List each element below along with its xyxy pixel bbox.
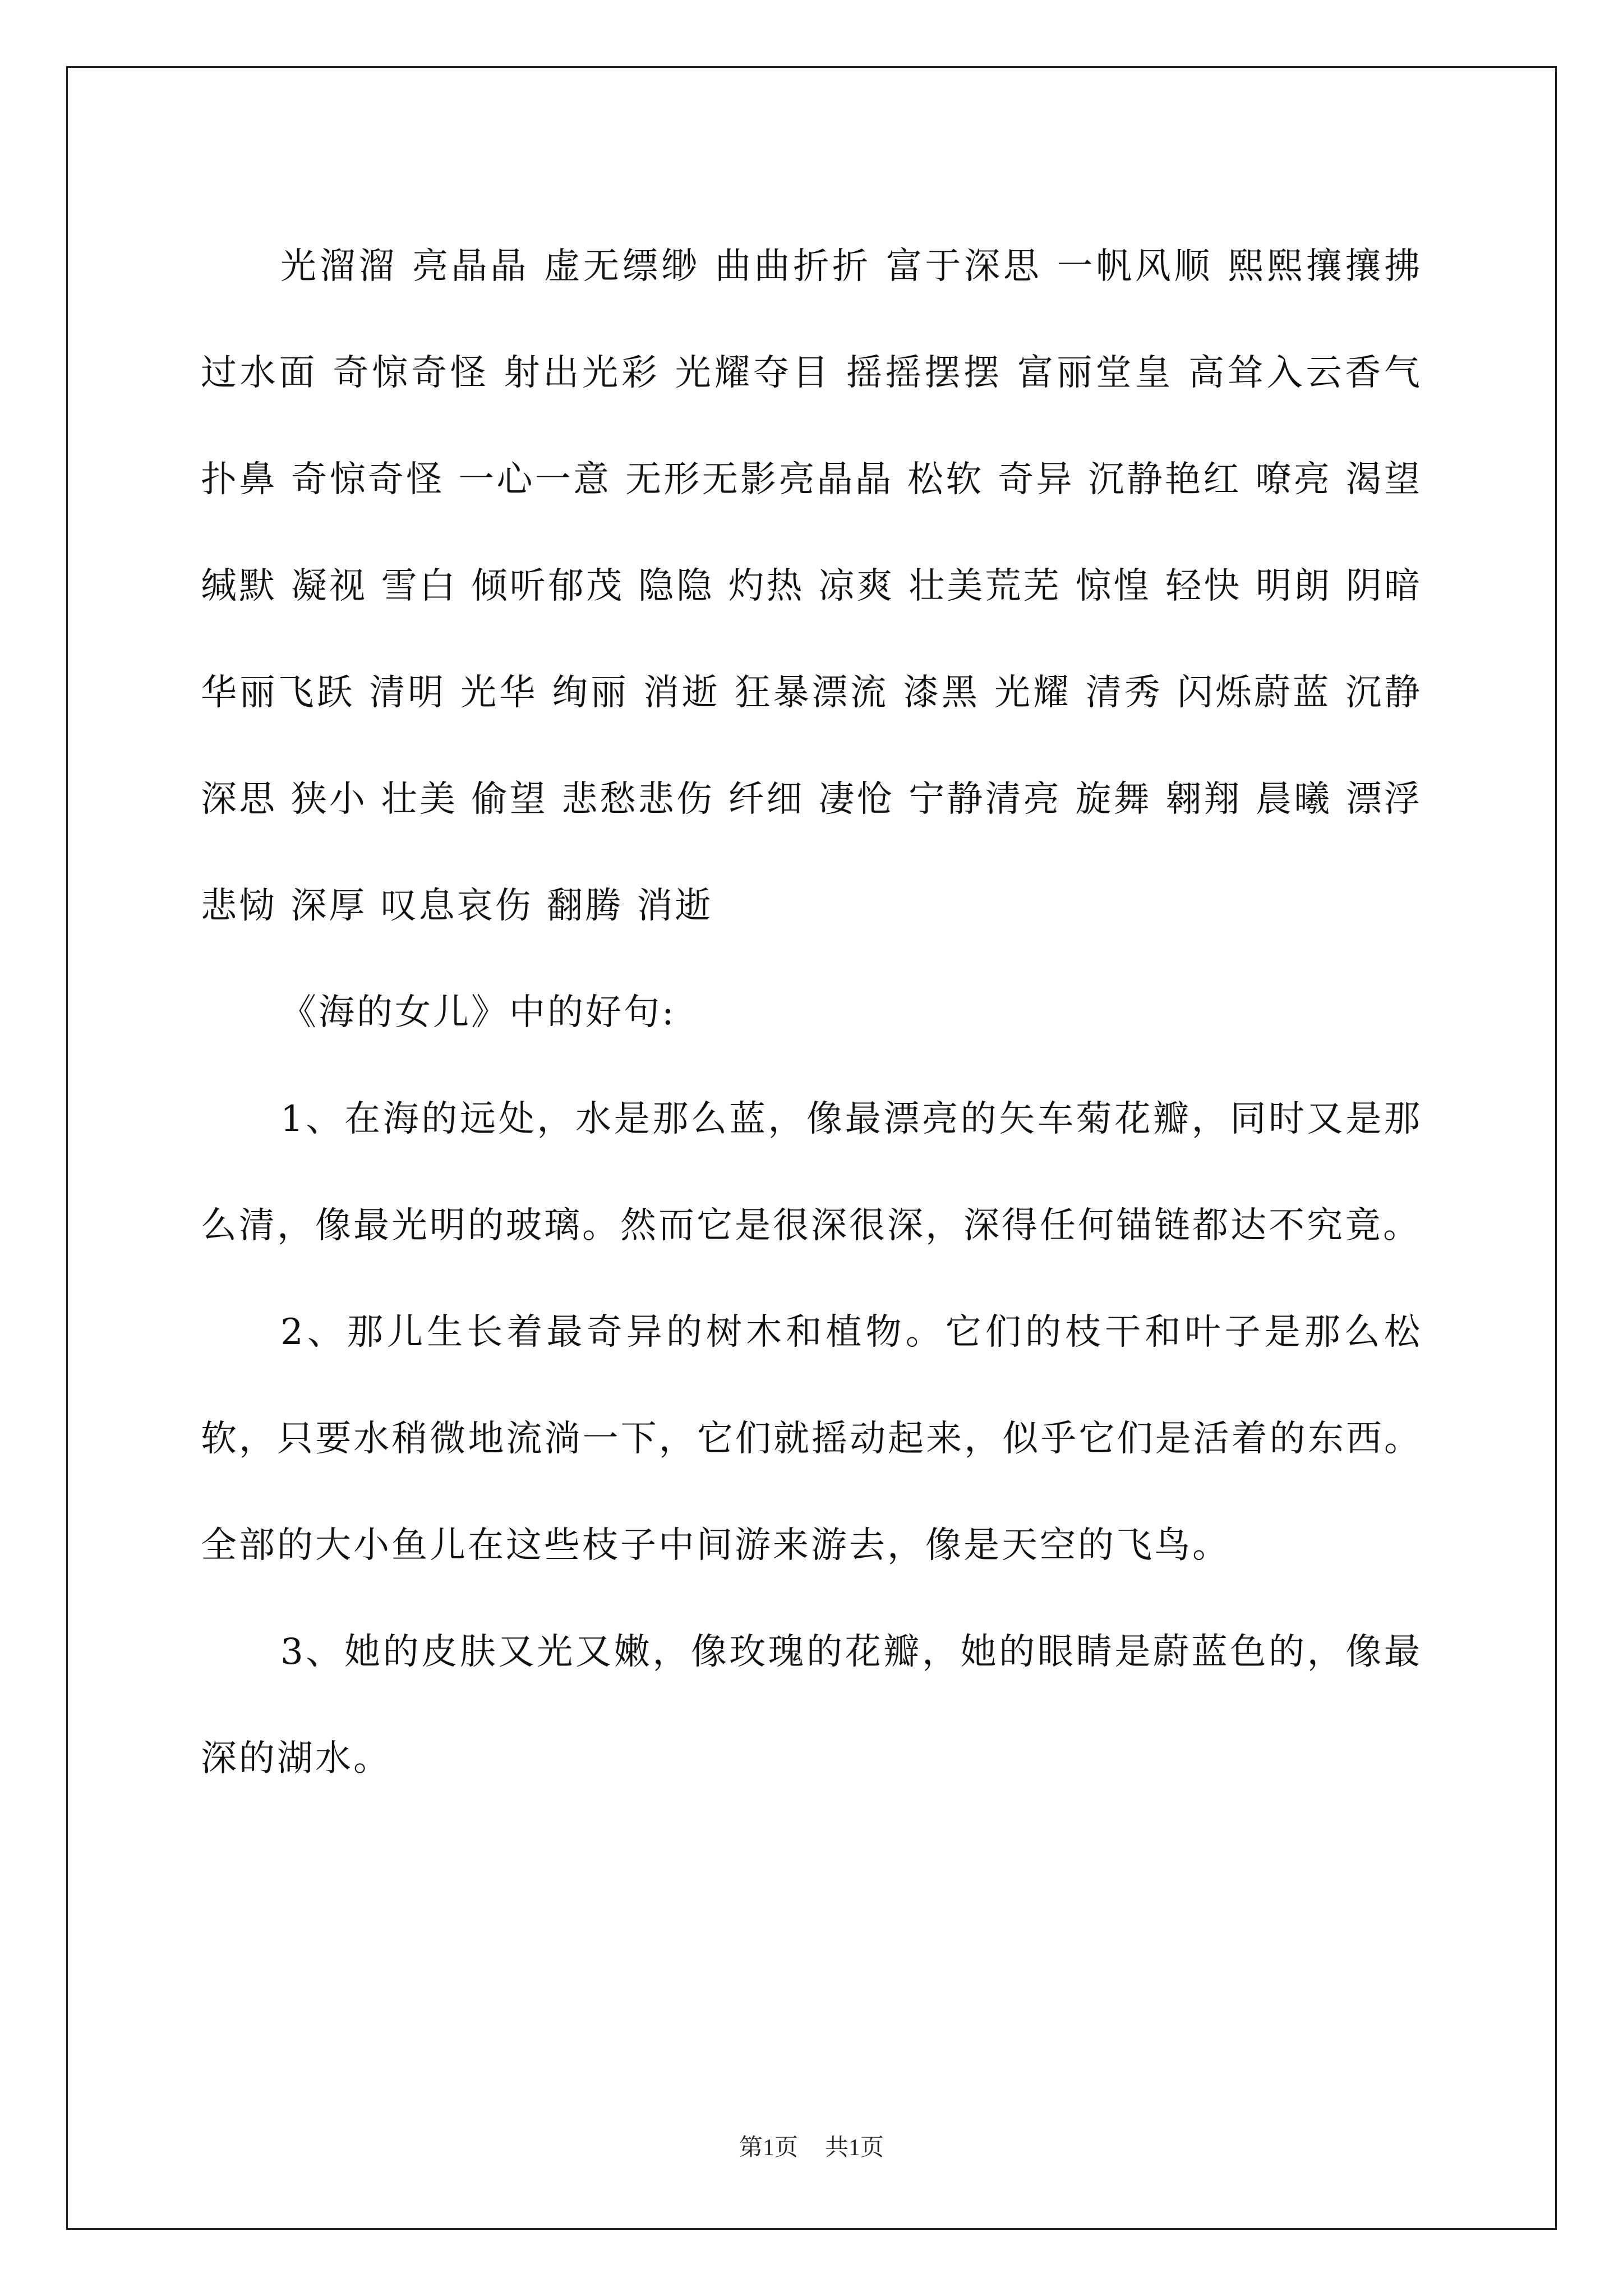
- page-footer: [0, 2129, 1623, 2162]
- page-number: 第1页: [739, 2135, 798, 2161]
- section-heading: 《海的女儿》中的好句:: [280, 992, 676, 1033]
- quote-paragraph-1: 1、在海的远处，水是那么蓝，像最漂亮的矢车菊花瓣，同时又是那么清，像最光明的玻璃。然而它是很深很深，深得任何锚链都达不究竟。: [201, 1098, 1422, 1246]
- word-list-paragraph: 光溜溜 亮晶晶 虚无缥缈 曲曲折折 富于深思 一帆风顺 熙熙攘攘拂过水面 奇惊奇怪 射出光彩 光耀夺目 摇摇摆摆 富丽堂皇 高耸入云香气扑鼻 奇惊奇怪 一心一意 无形无影亮晶晶 松软 奇异 沉静艳红 嘹亮 渴望 缄默 凝视 雪白 倾听郁茂 隐隐 灼热 凉爽 壮美荒芜 惊惶 轻快 明朗 阴暗 华丽飞跃 清明 光华 绚丽 消逝 狂暴漂流 漆黑 光耀 清秀 闪烁蔚蓝 沉静 深思 狭小 壮美 偷望 悲愁悲伤 纤细 凄怆 宁静清亮 旋舞 翱翔 晨曦 漂浮 悲恸 深厚 叹息哀伤 翻腾 消逝: [201, 246, 1422, 927]
- quote-paragraph-3: 3、她的皮肤又光又嫩，像玫瑰的花瓣，她的眼睛是蔚蓝色的，像最深的湖水。: [201, 1631, 1422, 1779]
- page-total: 共1页: [825, 2135, 884, 2161]
- document-body: [201, 213, 1422, 1812]
- quote-paragraph-2: 2、那儿生长着最奇异的树木和植物。它们的枝干和叶子是那么松软，只要水稍微地流淌一下，它们就摇动起来，似乎它们是活着的东西。全部的大小鱼儿在这些枝子中间游来游去，像是天空的飞鸟。: [201, 1312, 1422, 1566]
